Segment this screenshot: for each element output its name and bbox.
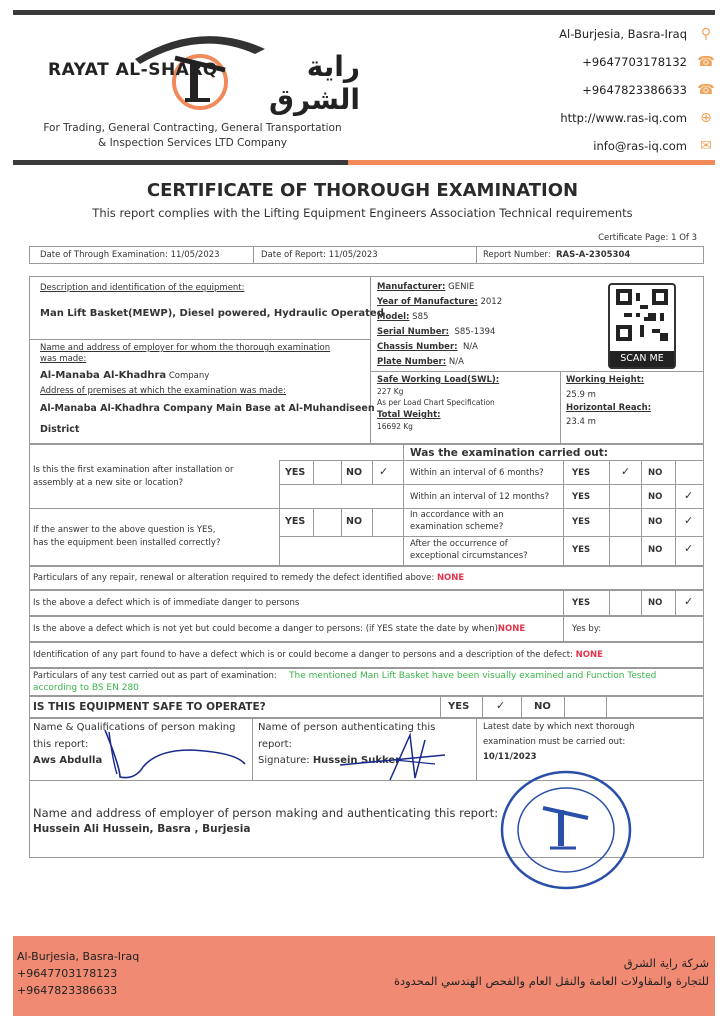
auth-signature-icon — [335, 730, 455, 785]
report-number: RAS-A-2305304 — [556, 250, 631, 260]
footer-contacts — [17, 948, 139, 999]
employer-value: Hussein Ali Hussein, Basra , Burjesia — [33, 823, 251, 835]
report-date: Date of Report: 11/05/2023 — [261, 250, 378, 260]
contact-website[interactable] — [485, 104, 715, 132]
premises-value-1: Al-Manaba Al-Khadhra Company Main Base at Al-Muhandiseen — [40, 403, 375, 414]
tests-label: Particulars of any test carried out as part of examination: — [33, 671, 277, 681]
qr-code[interactable] — [608, 283, 676, 369]
scheme-line2: examination scheme? — [410, 522, 504, 532]
qr-icon — [616, 289, 668, 341]
height-value: 25.9 m — [566, 390, 596, 400]
footer — [13, 936, 715, 1016]
safe-question: IS THIS EQUIPMENT SAFE TO OPERATE? — [33, 701, 266, 713]
i12-yes[interactable]: YES — [572, 492, 591, 502]
swl-label: Safe Working Load(SWL): — [377, 375, 500, 385]
next-exam-label-2: examination must be carried out: — [483, 737, 626, 747]
page-subtitle: This report complies with the Lifting Equipment Engineers Association Technical requirements — [92, 206, 633, 220]
scan-me-label: SCAN ME — [610, 351, 674, 367]
q2-line1: If the answer to the above question is YES, — [33, 525, 216, 535]
maker-label-2: this report: — [33, 739, 89, 750]
phone-text[interactable]: +9647823386633 — [582, 83, 687, 97]
height-label: Working Height: — [566, 375, 645, 385]
model: Model: S85 — [377, 312, 429, 322]
swl-value: 227 Kg — [377, 387, 404, 396]
phone-icon: ☎ — [697, 54, 715, 70]
maker-label-1: Name & Qualifications of person making — [33, 722, 236, 733]
equipment-block — [29, 276, 704, 444]
safe-yes[interactable]: YES — [448, 701, 470, 712]
next-exam-label-1: Latest date by which next thorough — [483, 722, 635, 732]
contact-email[interactable] — [485, 132, 715, 160]
auth-label-2: report: — [258, 739, 292, 750]
employer-label: Name and address of employer of person making and authenticating this report: — [33, 806, 499, 820]
q1-yes[interactable]: YES — [285, 467, 306, 478]
phone-icon: ☎ — [697, 82, 715, 98]
identification-question: Identification of any part found to have a defect which is or could become a danger to persons and a description of the defect: NONE — [33, 650, 603, 660]
tagline-line2: & Inspection Services LTD Company — [98, 137, 287, 149]
scheme-yes[interactable]: YES — [572, 517, 591, 527]
tagline-line1: For Trading, General Contracting, General Transportation — [43, 122, 342, 134]
footer-ar-line2: للتجارة والمقاولات العامة والنقل العام والفحص الهندسي المحدودة — [393, 974, 709, 988]
plate: Plate Number: N/A — [377, 357, 464, 367]
i6-yes[interactable]: YES — [572, 468, 591, 478]
report-number-label: Report Number: — [483, 250, 551, 260]
i6-yes-check-icon: ✓ — [621, 465, 631, 478]
exceptional-line1: After the occurrence of — [410, 539, 508, 549]
q1-no[interactable]: NO — [346, 467, 363, 478]
i12-no-check-icon: ✓ — [684, 489, 694, 502]
logo-text-en: RAYAT AL-SHARQ — [48, 60, 218, 80]
scheme-no-check-icon: ✓ — [684, 514, 694, 527]
next-exam-date: 10/11/2023 — [483, 752, 537, 762]
immediate-no-check-icon: ✓ — [684, 595, 694, 608]
carried-out-header: Was the examination carried out: — [410, 447, 608, 459]
location-icon: ⚲ — [700, 26, 712, 42]
desc-label: Description and identification of the equipment: — [40, 283, 245, 293]
auth-label-1: Name of person authenticating this — [258, 722, 436, 733]
mail-icon: ✉ — [700, 138, 712, 154]
immediate-no[interactable]: NO — [648, 598, 663, 608]
footer-address: Al-Burjesia, Basra-Iraq — [17, 950, 140, 963]
premises-label: Address of premises at which the examination was made: — [40, 386, 286, 396]
maker-name: Aws Abdulla — [33, 755, 103, 766]
exam-date: Date of Through Examination: 11/05/2023 — [40, 250, 220, 260]
yes-by-label: Yes by: — [572, 624, 602, 634]
address-text: Al-Burjesia, Basra-Iraq — [559, 27, 687, 41]
weight-value: 16692 Kg — [377, 422, 413, 431]
logo-text-ar: راية الشرق — [268, 50, 360, 116]
repair-particulars: Particulars of any repair, renewal or alteration required to remedy the defect identified above: NONE — [33, 573, 465, 583]
q2-line2: has the equipment been installed correctly? — [33, 538, 221, 548]
q2-no[interactable]: NO — [346, 516, 363, 527]
separator-orange — [348, 160, 715, 165]
company-tagline — [20, 121, 365, 151]
immediate-danger-question: Is the above a defect which is of immediate danger to persons — [33, 598, 300, 608]
footer-phone-2[interactable]: +9647823386633 — [17, 984, 118, 997]
maker-signature-icon — [95, 722, 265, 782]
weight-label: Total Weight: — [377, 410, 441, 420]
desc-value: Man Lift Basket(MEWP), Diesel powered, Hydraulic Operated — [40, 308, 384, 319]
separator-dark — [13, 160, 348, 165]
immediate-yes[interactable]: YES — [572, 598, 591, 608]
future-danger-question: Is the above a defect which is not yet but could become a danger to persons: (if YES state the date by when)NONE — [33, 624, 526, 634]
serial: Serial Number: S85-1394 — [377, 327, 496, 337]
q1-line1: Is this the first examination after installation or — [33, 465, 234, 475]
company-logo — [40, 24, 360, 114]
phone-text[interactable]: +9647703178132 — [582, 55, 687, 69]
scheme-no[interactable]: NO — [648, 517, 663, 527]
q1-line2: assembly at a new site or location? — [33, 478, 184, 488]
website-link[interactable]: http://www.ras-iq.com — [560, 111, 687, 125]
exceptional-line2: exceptional circumstances? — [410, 551, 528, 561]
year: Year of Manufacture: 2012 — [377, 297, 503, 307]
contact-phone-1[interactable] — [485, 48, 715, 76]
safe-yes-check-icon: ✓ — [496, 699, 506, 712]
exceptional-yes[interactable]: YES — [572, 545, 591, 555]
swl-note: As per Load Chart Specification — [377, 398, 495, 407]
employer-name: Al-Manaba Al-Khadhra Company — [40, 370, 210, 381]
footer-company-ar — [394, 954, 709, 990]
i6-no[interactable]: NO — [648, 468, 663, 478]
interval-6-months: Within an interval of 6 months? — [410, 468, 544, 478]
exceptional-no-check-icon: ✓ — [684, 542, 694, 555]
employer-label-1: Name and address of employer for whom the thorough examination — [40, 343, 331, 353]
safe-no[interactable]: NO — [534, 701, 551, 712]
interval-12-months: Within an interval of 12 months? — [410, 492, 550, 502]
footer-phone-1[interactable]: +9647703178123 — [17, 967, 118, 980]
certificate-page: Certificate Page: 1 Of 3 — [598, 233, 697, 243]
contact-address — [485, 20, 715, 48]
employer-label-2: was made: — [40, 354, 87, 364]
tests-value-2: according to BS EN 280 — [33, 683, 139, 693]
chassis: Chassis Number: N/A — [377, 342, 478, 352]
manufacturer: Manufacturer: GENIE — [377, 282, 475, 292]
top-bar — [13, 10, 715, 15]
contact-phone-2[interactable] — [485, 76, 715, 104]
i12-no[interactable]: NO — [648, 492, 663, 502]
page-title: CERTIFICATE OF THOROUGH EXAMINATION — [146, 180, 579, 201]
email-link[interactable]: info@ras-iq.com — [593, 139, 687, 153]
globe-icon: ⊕ — [700, 110, 712, 126]
contact-list — [485, 20, 715, 160]
reach-value: 23.4 m — [566, 417, 596, 427]
reach-label: Horizontal Reach: — [566, 403, 652, 413]
exceptional-no[interactable]: NO — [648, 545, 663, 555]
company-stamp-icon — [498, 768, 634, 892]
premises-value-2: District — [40, 424, 80, 435]
footer-ar-line1: شركة راية الشرق — [623, 956, 709, 970]
scheme-line1: In accordance with an — [410, 510, 504, 520]
auth-signature: Signature: Hussein Sukker — [258, 755, 401, 766]
q2-yes[interactable]: YES — [285, 516, 306, 527]
q1-no-check-icon: ✓ — [379, 465, 389, 478]
tests-value-1: The mentioned Man Lift Basket have been visually examined and Function Tested — [289, 671, 657, 681]
